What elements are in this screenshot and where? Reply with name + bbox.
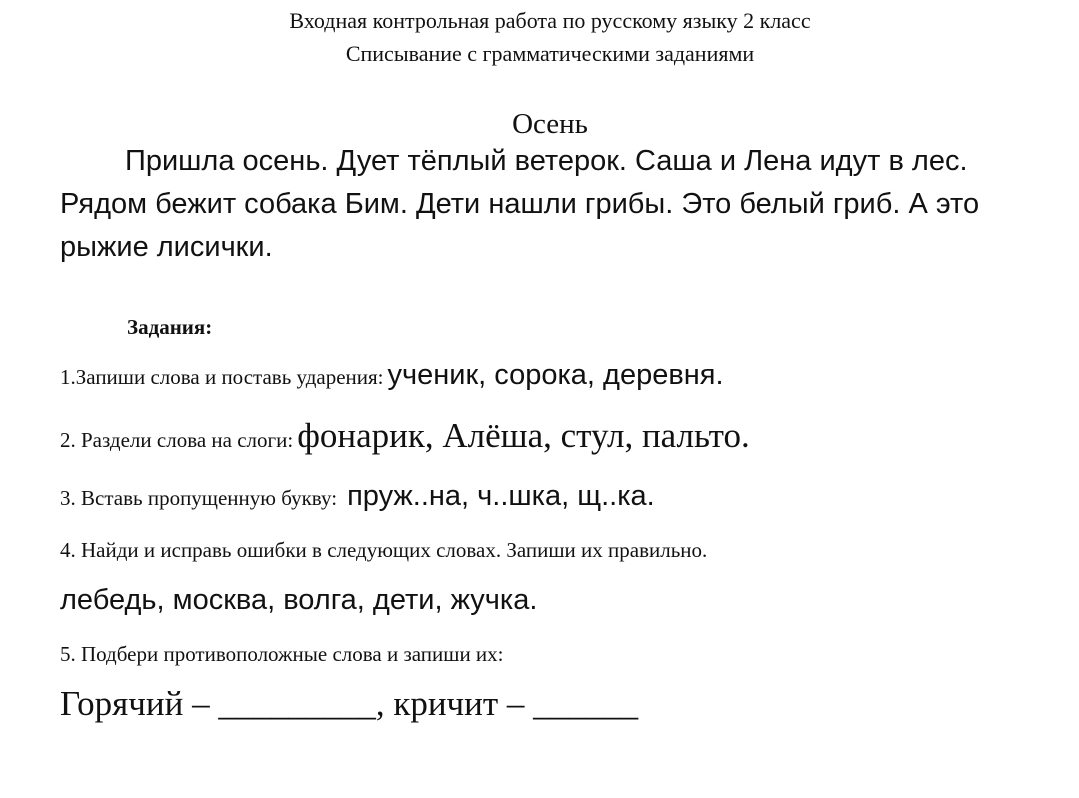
task-3	[60, 482, 655, 511]
task-3-prompt: 3. Вставь пропущенную букву:	[60, 486, 338, 510]
story-line-2: Рядом бежит собака Бим. Дети нашли грибы. Это белый гриб. А это	[60, 188, 980, 220]
task-2-prompt: 2. Раздели слова на слоги:	[60, 428, 294, 452]
task-1-words: ученик, сорока, деревня.	[387, 359, 724, 391]
task-1	[60, 361, 724, 390]
task-5-words: Горячий – _________, кричит – ______	[60, 684, 639, 723]
worksheet-title: Входная контрольная работа по русскому языку 2 класс	[289, 8, 811, 33]
tasks-heading: Задания:	[127, 315, 213, 339]
story-line-1: Пришла осень. Дует тёплый ветерок. Саша и Лена идут в лес.	[125, 145, 968, 177]
task-1-prompt: 1.Запиши слова и поставь ударения:	[60, 365, 384, 389]
task-2-words: фонарик, Алёша, стул, пальто.	[297, 416, 750, 455]
task-2	[60, 418, 750, 453]
task-3-words: пруж..на, ч..шка, щ..ка.	[347, 480, 655, 512]
story-title: Осень	[512, 108, 588, 140]
worksheet-subtitle: Списывание с грамматическими заданиями	[345, 41, 755, 66]
task-4-prompt: 4. Найди и исправь ошибки в следующих словах. Запиши их правильно.	[60, 538, 708, 562]
task-4-words: лебедь, москва, волга, дети, жучка.	[60, 584, 538, 616]
task-5-prompt: 5. Подбери противоположные слова и запиши их:	[60, 642, 504, 666]
story-line-3: рыжие лисички.	[60, 231, 273, 263]
